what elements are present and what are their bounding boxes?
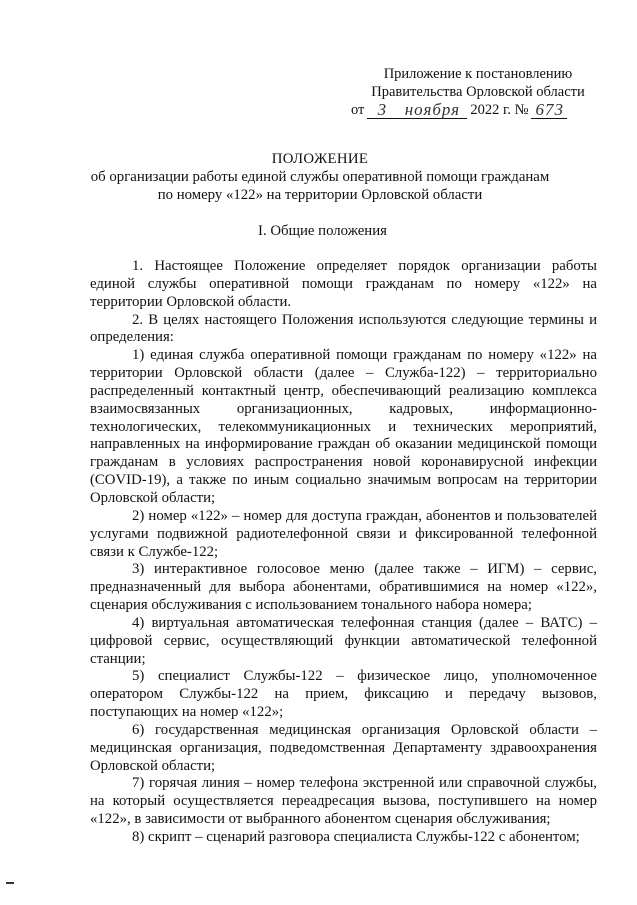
paragraph: 6) государственная медицинская организация Орловской области – медицинская организация, подведомственная Департаменту здравоохранения Орловской области; <box>90 721 597 774</box>
paragraph: 4) виртуальная автоматическая телефонная станция (далее – ВАТС) – цифровой сервис, осуществляющий функции автоматической телефонной станции; <box>90 614 597 667</box>
date-day-handwritten: 3 <box>367 102 397 119</box>
header-line-appendix: Приложение к постановлению <box>383 66 573 82</box>
header-line-government: Правительства Орловской области <box>371 84 585 100</box>
paragraph: 3) интерактивное голосовое меню (далее также – ИГМ) – сервис, предназначенный для выбора абонентами, обратившимися на номер «122», сценария обслуживания с использованием тонального набора номера; <box>90 561 597 614</box>
date-year: 2022 г. № <box>470 102 529 118</box>
document-title <box>70 150 570 204</box>
section-heading: I. Общие положения <box>258 223 387 239</box>
page-title: ПОЛОЖЕНИЕ <box>271 151 369 167</box>
paragraph: 2) номер «122» – номер для доступа граждан, абонентов и пользователей услугами подвижной радиотелефонной связи и фиксированной телефонной связи к Службе-122; <box>90 507 597 560</box>
doc-number-handwritten: 673 <box>531 102 567 119</box>
title-subline-1: об организации работы единой службы оперативной помощи гражданам <box>90 169 550 185</box>
paragraph: 7) горячая линия – номер телефона экстренной или справочной службы, на который осуществляется переадресация вызова, поступившего на номер «122», в зависимости от выбранного абонентом сценария обслуживания; <box>90 775 597 828</box>
date-month-handwritten: ноября <box>397 102 467 119</box>
title-subline-2: по номеру «122» на территории Орловской области <box>157 187 483 203</box>
paragraph: 8) скрипт – сценарий разговора специалиста Службы-122 с абонентом; <box>132 829 580 845</box>
paragraph: 1. Настоящее Положение определяет порядок организации работы единой службы оперативной помощи гражданам по номеру «122» на территории Орловской области. <box>90 258 597 310</box>
date-prefix: от <box>351 102 365 118</box>
date-line <box>348 101 608 119</box>
document-header <box>348 65 608 119</box>
paragraph: 1) единая служба оперативной помощи гражданам по номеру «122» на территории Орловской области (далее – Служба-122) – территориально распределенный контактный центр, обеспечивающий реализацию комплекса взаимосвязанных организационных, кадровых, информационно-технологических, телекоммуникационных и технических мероприятий, направленных на информирование граждан об оказании медицинской помощи гражданам в условиях распространения новой коронавирусной инфекции (COVID-19), а также по иным социально значимым вопросам на территории Орловской области; <box>90 347 597 506</box>
scan-artifact-mark <box>6 882 14 884</box>
paragraph: 2. В целях настоящего Положения используются следующие термины и определения: <box>90 311 597 346</box>
document-body <box>90 258 597 847</box>
paragraph: 5) специалист Службы-122 – физическое лицо, уполномоченное оператором Службы-122 на прием, фиксацию и передачу вызовов, поступающих на номер «122»; <box>90 668 597 721</box>
